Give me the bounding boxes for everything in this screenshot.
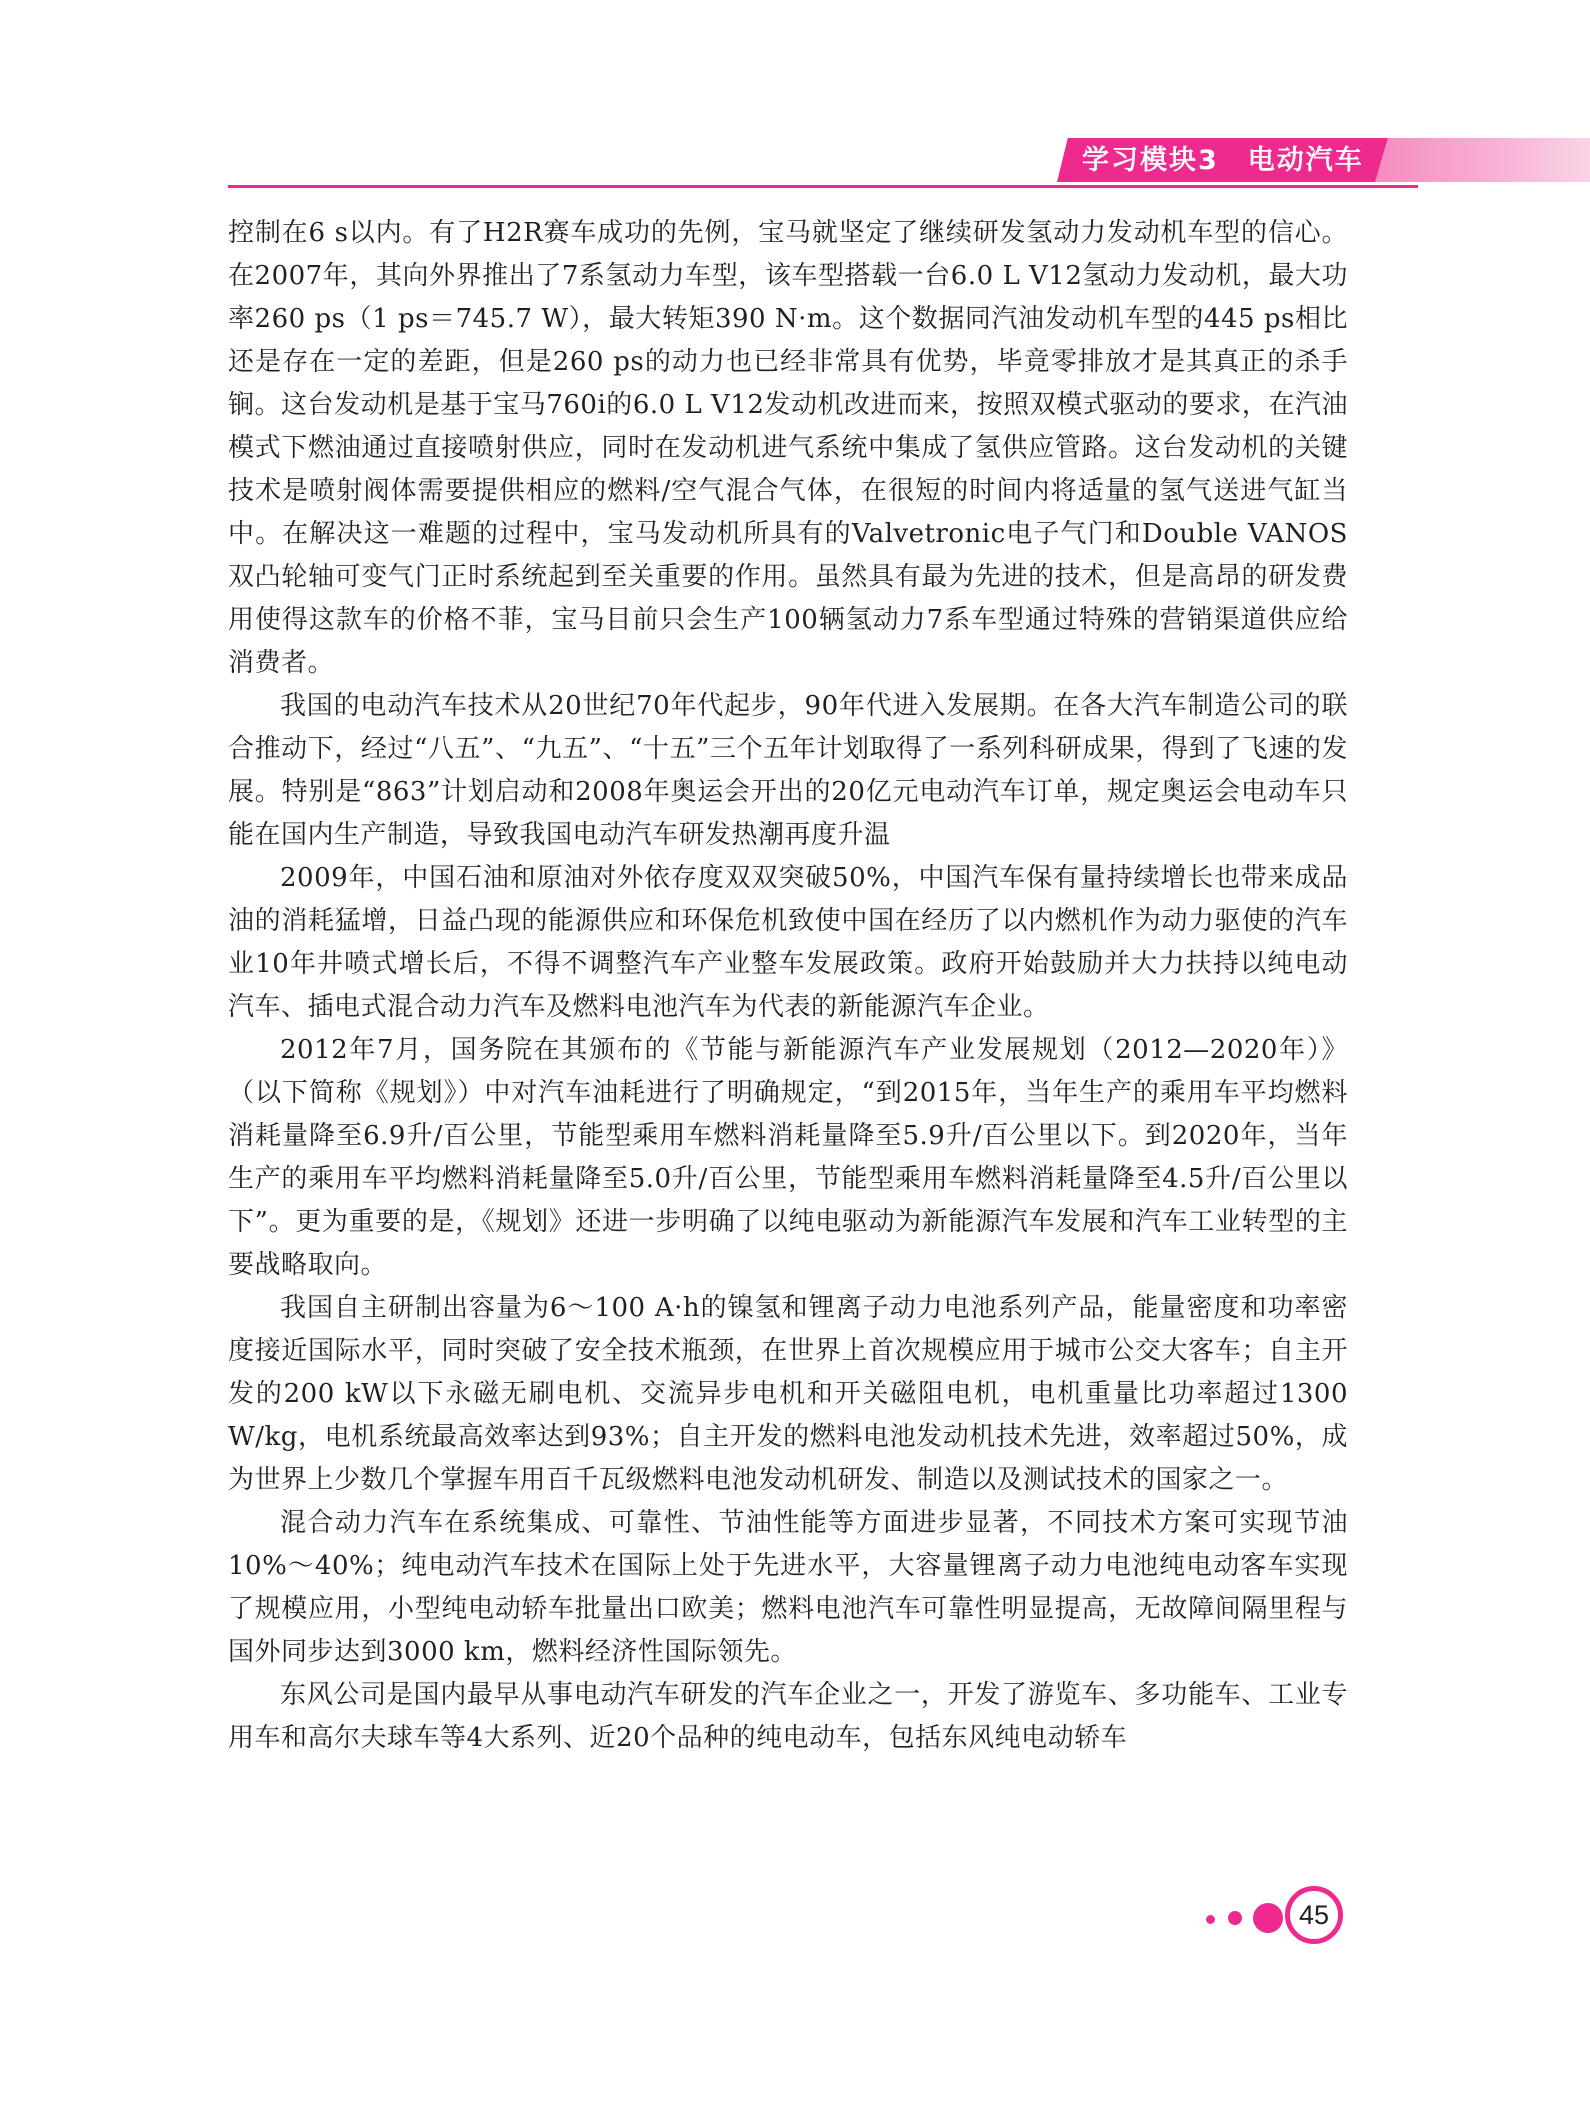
module-title: 学习模块3 电动汽车 xyxy=(1082,145,1364,176)
paragraph-6: 混合动力汽车在系统集成、可靠性、节油性能等方面进步显著，不同技术方案可实现节油10%～40%；纯电动汽车技术在国际上处于先进水平，大容量锂离子动力电池纯电动客车实现了规模应用，小型纯电动轿车批量出口欧美；燃料电池汽车可靠性明显提高，无故障间隔里程与国外同步达到3000 km，燃料经济性国际领先。 xyxy=(228,1508,1348,1667)
paragraph-4: 2012年7月，国务院在其颁布的《节能与新能源汽车产业发展规划（2012—2020年）》（以下简称《规划》）中对汽车油耗进行了明确规定，“到2015年，当年生产的乘用车平均燃料消耗量降至6.9升/百公里，节能型乘用车燃料消耗量降至5.9升/百公里以下。到2020年，当年生产的乘用车平均燃料消耗量降至5.0升/百公里，节能型乘用车燃料消耗量降至4.5升/百公里以下”。更为重要的是，《规划》还进一步明确了以纯电驱动为新能源汽车发展和汽车工业转型的主要战略取向。 xyxy=(228,1035,1348,1280)
page-number: 45 xyxy=(1285,1886,1343,1944)
large-dot-icon xyxy=(1253,1903,1283,1933)
header-rule xyxy=(228,185,1418,188)
body-text xyxy=(228,212,1348,1760)
paragraph-7: 东风公司是国内最早从事电动汽车研发的汽车企业之一，开发了游览车、多功能车、工业专用车和高尔夫球车等4大系列、近20个品种的纯电动车，包括东风纯电动轿车 xyxy=(228,1680,1348,1753)
paragraph-5: 我国自主研制出容量为6～100 A·h的镍氢和锂离子动力电池系列产品，能量密度和功率密度接近国际水平，同时突破了安全技术瓶颈，在世界上首次规模应用于城市公交大客车；自主开发的200 kW以下永磁无刷电机、交流异步电机和开关磁阻电机，电机重量比功率超过1300 W/kg，电机系统最高效率达到93%；自主开发的燃料电池发动机技术先进，效率超过50%，成为世界上少数几个掌握车用百千瓦级燃料电池发动机研发、制造以及测试技术的国家之一。 xyxy=(228,1293,1348,1495)
paragraph-1: 控制在6 s以内。有了H2R赛车成功的先例，宝马就坚定了继续研发氢动力发动机车型的信心。在2007年，其向外界推出了7系氢动力车型，该车型搭载一台6.0 L V12氢动力发动机，最大功率260 ps（1 ps＝745.7 W），最大转矩390 N·m。这个数据同汽油发动机车型的445 ps相比还是存在一定的差距，但是260 ps的动力也已经非常具有优势，毕竟零排放才是其真正的杀手锏。这台发动机是基于宝马760i的6.0 L V12发动机改进而来，按照双模式驱动的要求，在汽油模式下燃油通过直接喷射供应，同时在发动机进气系统中集成了氢供应管路。这台发动机的关键技术是喷射阀体需要提供相应的燃料/空气混合气体，在很短的时间内将适量的氢气送进气缸当中。在解决这一难题的过程中，宝马发动机所具有的Valvetronic电子气门和Double VANOS双凸轮轴可变气门正时系统起到至关重要的作用。虽然具有最为先进的技术，但是高昂的研发费用使得这款车的价格不菲，宝马目前只会生产100辆氢动力7系车型通过特殊的营销渠道供应给消费者。 xyxy=(228,218,1348,678)
small-dot-icon xyxy=(1206,1915,1215,1924)
paragraph-3: 2009年，中国石油和原油对外依存度双双突破50%，中国汽车保有量持续增长也带来成品油的消耗猛增，日益凸现的能源供应和环保危机致使中国在经历了以内燃机作为动力驱使的汽车业10年井喷式增长后，不得不调整汽车产业整车发展政策。政府开始鼓励并大力扶持以纯电动汽车、插电式混合动力汽车及燃料电池汽车为代表的新能源汽车企业。 xyxy=(228,863,1348,1022)
paragraph-2: 我国的电动汽车技术从20世纪70年代起步，90年代进入发展期。在各大汽车制造公司的联合推动下，经过“八五”、“九五”、“十五”三个五年计划取得了一系列科研成果，得到了飞速的发展。特别是“863”计划启动和2008年奥运会开出的20亿元电动汽车订单，规定奥运会电动车只能在国内生产制造，导致我国电动汽车研发热潮再度升温 xyxy=(228,691,1348,850)
medium-dot-icon xyxy=(1228,1911,1242,1925)
header-band-fade xyxy=(1375,138,1590,182)
